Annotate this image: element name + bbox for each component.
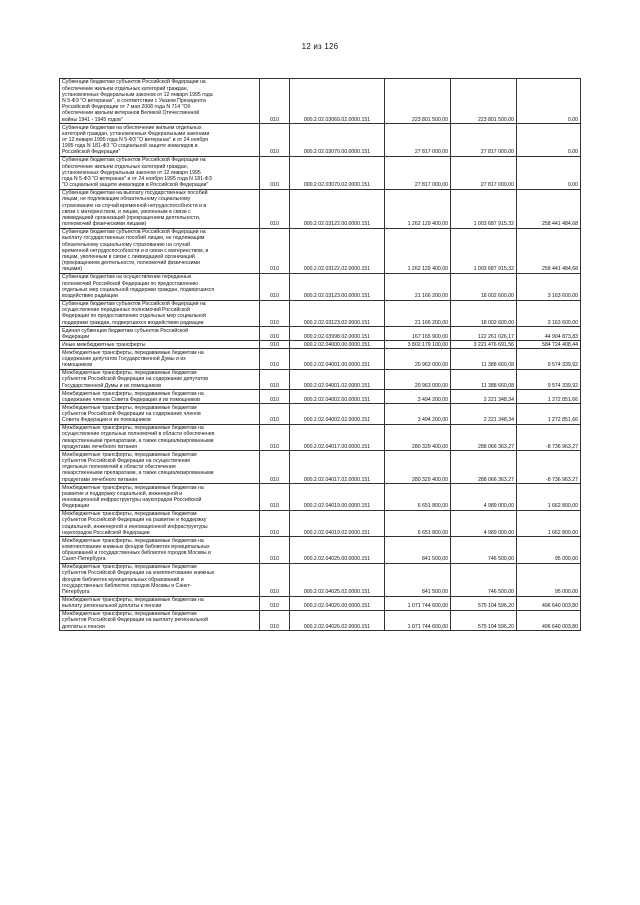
table-row (60, 341, 581, 349)
line-code-cell: 010 (260, 510, 290, 537)
executed-amount-cell: 2 221 348,34 (451, 390, 517, 404)
executed-amount-cell: 18 002 600,00 (451, 274, 517, 301)
indicator-name-cell: Межбюджетные трансферты, передаваемые бюджетам субъектов Российской Федерации на развитие и поддержку социальной, инженерной и инновационной инфраструктуры наукоградов Российской Федерации (60, 510, 260, 537)
table-row (60, 274, 581, 301)
budget-classification-code-cell: 000.2.02.03998.02.0000.151 (290, 327, 385, 341)
unexecuted-amount-cell: 1 272 851,66 (517, 404, 581, 424)
executed-amount-cell: 4 989 000,00 (451, 484, 517, 511)
unexecuted-amount-cell: -8 736 963,27 (517, 451, 581, 484)
unexecuted-amount-cell: 584 724 408,44 (517, 341, 581, 349)
budget-classification-code-cell: 000.2.02.04025.02.0000.151 (290, 563, 385, 596)
executed-amount-cell: 4 989 000,00 (451, 510, 517, 537)
line-code-cell: 010 (260, 327, 290, 341)
indicator-name-cell: Субвенции бюджетам на выплату государственных пособий лицам, не подлежащим обязательному социальному страхованию на случай временной нетрудоспособности и в связи с материнством, и лицам, уволенным в связи с ликвидацией организаций (прекращением деятельности, полномочий физическими лицами) (60, 189, 260, 228)
budget-classification-code-cell: 000.2.02.04019.00.0000.151 (290, 484, 385, 511)
budget-classification-code-cell: 000.2.02.04001.00.0000.151 (290, 349, 385, 369)
table-row (60, 228, 581, 273)
approved-amount-cell: 20 963 000,00 (385, 349, 451, 369)
table-row (60, 610, 581, 630)
unexecuted-amount-cell: 9 574 339,92 (517, 369, 581, 389)
approved-amount-cell: 280 329 400,00 (385, 424, 451, 451)
executed-amount-cell: 575 104 596,20 (451, 610, 517, 630)
indicator-name-cell: Межбюджетные трансферты, передаваемые бюджетам на развитие и поддержку социальной, инженерной и инновационной инфраструктуры наукоградов Российской Федерации (60, 484, 260, 511)
approved-amount-cell: 3 494 200,00 (385, 404, 451, 424)
indicator-name-cell: Субвенции бюджетам субъектов Российской Федерации на выплату государственных пособий лицам, не подлежащим обязательному социальному страхованию на случай временной нетрудоспособности и в связи с материнством, и лицам, уволенным в связи с ликвидацией организаций (прекращением деятельности, полномочий физическими лицами) (60, 228, 260, 273)
budget-classification-code-cell: 000.2.02.04001.02.0000.151 (290, 369, 385, 389)
unexecuted-amount-cell: 1 272 851,66 (517, 390, 581, 404)
indicator-name-cell: Субвенции бюджетам субъектов Российской Федерации на обеспечение жильем отдельных категорий граждан, установленных Федеральным законом от 12 января 1995 года N 5-ФЗ "О ветеранах" и от 24 ноября 1995 года N 181-ФЗ "О социальной защите инвалидов в Российской Федерации" (60, 157, 260, 190)
executed-amount-cell: 746 500,00 (451, 563, 517, 596)
budget-classification-code-cell: 000.2.02.04019.02.0000.151 (290, 510, 385, 537)
budget-classification-code-cell: 000.2.02.03070.00.0000.151 (290, 124, 385, 157)
indicator-name-cell: Субвенции бюджетам субъектов Российской Федерации на осуществление переданных полномочий Российской Федерации по предоставлению отдельных мер социальной поддержки граждан, подвергшихся воздействию радиации (60, 300, 260, 327)
unexecuted-amount-cell: 9 574 339,92 (517, 349, 581, 369)
budget-classification-code-cell: 000.2.02.04000.00.0000.151 (290, 341, 385, 349)
line-code-cell: 010 (260, 537, 290, 564)
unexecuted-amount-cell: 0,00 (517, 157, 581, 190)
unexecuted-amount-cell: 3 163 600,00 (517, 300, 581, 327)
table-row (60, 157, 581, 190)
unexecuted-amount-cell: 258 441 484,68 (517, 189, 581, 228)
unexecuted-amount-cell: 95 000,00 (517, 537, 581, 564)
executed-amount-cell: 223 801 500,00 (451, 79, 517, 124)
budget-classification-code-cell: 000.2.02.03122.00.0000.151 (290, 189, 385, 228)
budget-classification-code-cell: 000.2.02.04017.00.0000.151 (290, 424, 385, 451)
line-code-cell: 010 (260, 596, 290, 610)
table-row (60, 484, 581, 511)
indicator-name-cell: Иные межбюджетные трансферты (60, 341, 260, 349)
line-code-cell: 010 (260, 124, 290, 157)
unexecuted-amount-cell: 496 640 003,80 (517, 610, 581, 630)
indicator-name-cell: Межбюджетные трансферты, передаваемые бюджетам субъектов Российской Федерации на выплату региональной доплаты к пенсии (60, 610, 260, 630)
budget-classification-code-cell: 000.2.02.03123.02.0000.151 (290, 300, 385, 327)
unexecuted-amount-cell: -8 736 963,27 (517, 424, 581, 451)
budget-classification-code-cell: 000.2.02.04026.02.0000.151 (290, 610, 385, 630)
budget-classification-code-cell: 000.2.02.03069.02.0000.151 (290, 79, 385, 124)
indicator-name-cell: Межбюджетные трансферты, передаваемые бюджетам на осуществление отдельных полномочий в области обеспечения лекарственными препаратами, а также специализированными продуктами лечебного питания (60, 424, 260, 451)
line-code-cell: 010 (260, 300, 290, 327)
indicator-name-cell: Межбюджетные трансферты, передаваемые бюджетам на содержание депутатов Государственной Думы и их помощников (60, 349, 260, 369)
indicator-name-cell: Субвенции бюджетам на обеспечение жильем отдельных категорий граждан, установленных Федеральными законами от 12 января 1995 года N 5-ФЗ "О ветеранах" и от 24 ноября 1995 года N 181-ФЗ "О социальной защите инвалидов в Российской Федерации" (60, 124, 260, 157)
indicator-name-cell: Межбюджетные трансферты, передаваемые бюджетам субъектов Российской Федерации на содержание депутатов Государственной Думы и их помощников (60, 369, 260, 389)
executed-amount-cell: 3 221 476 691,56 (451, 341, 517, 349)
budget-classification-code-cell: 000.2.02.04002.02.0000.151 (290, 404, 385, 424)
unexecuted-amount-cell: 1 662 800,00 (517, 484, 581, 511)
line-code-cell: 010 (260, 404, 290, 424)
approved-amount-cell: 1 071 744 600,00 (385, 610, 451, 630)
approved-amount-cell: 167 165 900,00 (385, 327, 451, 341)
approved-amount-cell: 223 801 500,00 (385, 79, 451, 124)
table-row (60, 404, 581, 424)
approved-amount-cell: 1 262 129 400,00 (385, 189, 451, 228)
approved-amount-cell: 21 166 200,00 (385, 274, 451, 301)
line-code-cell: 010 (260, 610, 290, 630)
table-row (60, 79, 581, 124)
unexecuted-amount-cell: 3 163 600,00 (517, 274, 581, 301)
approved-amount-cell: 841 500,00 (385, 563, 451, 596)
executed-amount-cell: 11 388 660,08 (451, 349, 517, 369)
indicator-name-cell: Субвенции бюджетам субъектов Российской Федерации на обеспечение жильем отдельных категорий граждан, установленных Федеральным законом от 12 января 1995 года N 5-ФЗ "О ветеранах", в соответствии с Указом Президента Российской Федерации от 7 мая 2008 года N 714 "Об обеспечении жильем ветеранов Великой Отечественной войны 1941 - 1945 годов" (60, 79, 260, 124)
table-row (60, 124, 581, 157)
approved-amount-cell: 27 817 000,00 (385, 157, 451, 190)
approved-amount-cell: 6 651 800,00 (385, 510, 451, 537)
approved-amount-cell: 20 963 000,00 (385, 369, 451, 389)
executed-amount-cell: 1 003 687 915,32 (451, 228, 517, 273)
line-code-cell: 010 (260, 484, 290, 511)
unexecuted-amount-cell: 496 640 003,80 (517, 596, 581, 610)
table-row (60, 563, 581, 596)
approved-amount-cell: 1 071 744 600,00 (385, 596, 451, 610)
line-code-cell: 010 (260, 369, 290, 389)
budget-classification-code-cell: 000.2.02.04017.02.0000.151 (290, 451, 385, 484)
indicator-name-cell: Межбюджетные трансферты, передаваемые бюджетам субъектов Российской Федерации на комплектование книжных фондов библиотек муниципальных образований и государственных библиотек городов Москвы и Санкт- Петербурга (60, 563, 260, 596)
table-row (60, 424, 581, 451)
line-code-cell: 010 (260, 274, 290, 301)
approved-amount-cell: 3 494 200,00 (385, 390, 451, 404)
unexecuted-amount-cell: 44 904 873,83 (517, 327, 581, 341)
table-row (60, 300, 581, 327)
executed-amount-cell: 1 003 687 915,32 (451, 189, 517, 228)
indicator-name-cell: Межбюджетные трансферты, передаваемые бюджетам субъектов Российской Федерации на осуществление отдельных полномочий в области обеспечения лекарственными препаратами, а также специализированными продуктами лечебного питания (60, 451, 260, 484)
line-code-cell: 010 (260, 349, 290, 369)
indicator-name-cell: Межбюджетные трансферты, передаваемые бюджетам на содержание членов Совета Федерации и их помощников (60, 390, 260, 404)
unexecuted-amount-cell: 1 662 800,00 (517, 510, 581, 537)
indicator-name-cell: Единая субвенция бюджетам субъектов Российской Федерации (60, 327, 260, 341)
executed-amount-cell: 11 388 660,08 (451, 369, 517, 389)
budget-classification-code-cell: 000.2.02.03122.02.0000.151 (290, 228, 385, 273)
indicator-name-cell: Межбюджетные трансферты, передаваемые бюджетам субъектов Российской Федерации на содержание членов Совета Федерации и их помощников (60, 404, 260, 424)
table-row (60, 369, 581, 389)
executed-amount-cell: 288 066 363,27 (451, 451, 517, 484)
budget-classification-code-cell: 000.2.02.03123.00.0000.151 (290, 274, 385, 301)
table-row (60, 537, 581, 564)
line-code-cell: 010 (260, 451, 290, 484)
table-row (60, 451, 581, 484)
unexecuted-amount-cell: 0,00 (517, 124, 581, 157)
line-code-cell: 010 (260, 157, 290, 190)
table-row (60, 390, 581, 404)
indicator-name-cell: Межбюджетные трансферты, передаваемые бюджетам на комплектование книжных фондов библиотек муниципальных образований и государственных библиотек городов Москвы и Санкт-Петербурга (60, 537, 260, 564)
approved-amount-cell: 280 329 400,00 (385, 451, 451, 484)
approved-amount-cell: 1 262 129 400,00 (385, 228, 451, 273)
approved-amount-cell: 27 817 000,00 (385, 124, 451, 157)
executed-amount-cell: 2 221 348,34 (451, 404, 517, 424)
table-row (60, 189, 581, 228)
approved-amount-cell: 841 500,00 (385, 537, 451, 564)
page-counter: 12 из 126 (301, 42, 339, 51)
executed-amount-cell: 27 817 000,00 (451, 157, 517, 190)
budget-classification-code-cell: 000.2.02.04002.00.0000.151 (290, 390, 385, 404)
budget-classification-code-cell: 000.2.02.04026.00.0000.151 (290, 596, 385, 610)
table-row (60, 596, 581, 610)
unexecuted-amount-cell: 0,00 (517, 79, 581, 124)
budget-table-body (60, 79, 581, 631)
table-row (60, 510, 581, 537)
budget-classification-code-cell: 000.2.02.04025.00.0000.151 (290, 537, 385, 564)
executed-amount-cell: 288 066 363,27 (451, 424, 517, 451)
approved-amount-cell: 3 802 179 100,00 (385, 341, 451, 349)
line-code-cell: 010 (260, 390, 290, 404)
line-code-cell: 010 (260, 79, 290, 124)
approved-amount-cell: 21 166 200,00 (385, 300, 451, 327)
table-row (60, 349, 581, 369)
table-row (60, 327, 581, 341)
line-code-cell: 010 (260, 189, 290, 228)
line-code-cell: 010 (260, 563, 290, 596)
executed-amount-cell: 27 817 000,00 (451, 124, 517, 157)
line-code-cell: 010 (260, 341, 290, 349)
budget-table (59, 78, 581, 631)
budget-classification-code-cell: 000.2.02.03070.02.0000.151 (290, 157, 385, 190)
unexecuted-amount-cell: 258 441 484,68 (517, 228, 581, 273)
line-code-cell: 010 (260, 424, 290, 451)
executed-amount-cell: 575 104 596,20 (451, 596, 517, 610)
line-code-cell: 010 (260, 228, 290, 273)
executed-amount-cell: 18 002 600,00 (451, 300, 517, 327)
indicator-name-cell: Субвенции бюджетам на осуществление переданных полномочий Российской Федерации по предоставлению отдельных мер социальной поддержки граждан, подвергшихся воздействию радиации (60, 274, 260, 301)
approved-amount-cell: 6 651 800,00 (385, 484, 451, 511)
indicator-name-cell: Межбюджетные трансферты, передаваемые бюджетам на выплату региональной доплаты к пенсии (60, 596, 260, 610)
executed-amount-cell: 122 261 026,17 (451, 327, 517, 341)
executed-amount-cell: 746 500,00 (451, 537, 517, 564)
unexecuted-amount-cell: 95 000,00 (517, 563, 581, 596)
